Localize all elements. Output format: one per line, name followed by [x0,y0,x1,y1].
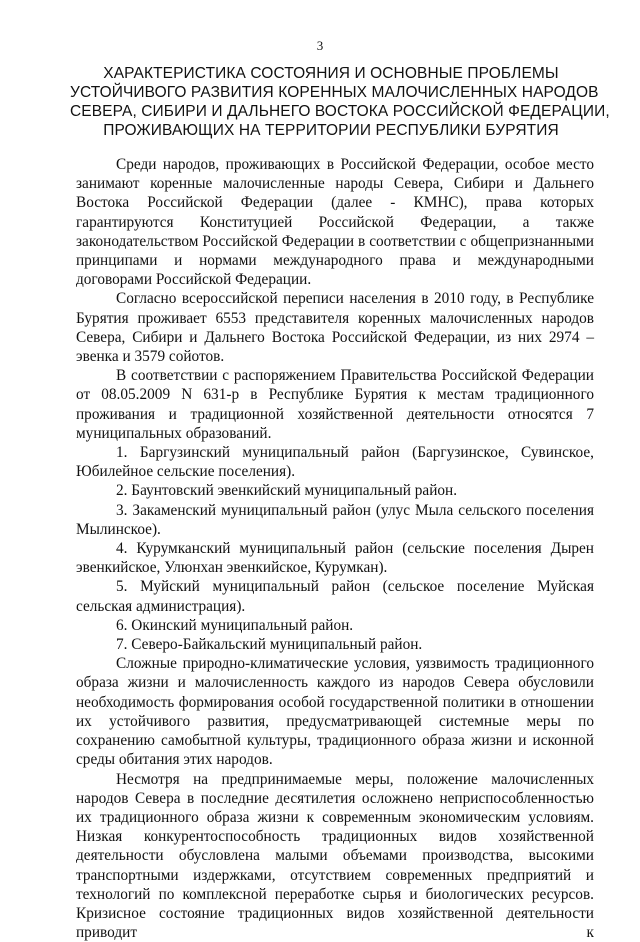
list-item-bauntovsky: 2. Баунтовский эвенкийский муниципальный район. [76,481,594,500]
title-line: СЕВЕРА, СИБИРИ И ДАЛЬНЕГО ВОСТОКА РОССИЙСКОЙ ФЕДЕРАЦИИ, [70,102,592,121]
list-item-severo-baykalsky: 7. Северо-Байкальский муниципальный район. [76,635,594,654]
list-item-okinsky: 6. Окинский муниципальный район. [76,616,594,635]
page-number: 3 [0,38,640,54]
title-line: ПРОЖИВАЮЩИХ НА ТЕРРИТОРИИ РЕСПУБЛИКИ БУРЯТИЯ [70,121,592,140]
document-body [76,155,594,942]
title-line: УСТОЙЧИВОГО РАЗВИТИЯ КОРЕННЫХ МАЛОЧИСЛЕННЫХ НАРОДОВ [70,83,592,102]
list-item-kurumkansky: 4. Курумканский муниципальный район (сельские поселения Дырен эвенкийское, Улюнхан эвенкийское, Курумкан). [76,539,594,577]
list-item-muysky: 5. Муйский муниципальный район (сельское поселение Муйская сельская администрация). [76,577,594,615]
list-item-zakamensky: 3. Закаменский муниципальный район (улус Мыла сельского поселения Мылинское). [76,501,594,539]
paragraph-situation: Несмотря на предпринимаемые меры, положение малочисленных народов Севера в последние десятилетия осложнено неприспособленностью их традиционного образа жизни к современным экономическим условиям. Низкая конкурентоспособность традиционных видов хозяйственной деятельности обусловлена малыми объемами производства, высокими транспортными издержками, отсутствием современных предприятий и технологий по комплексной переработке сырья и биологических ресурсов. Кризисное состояние традиционных видов хозяйственной деятельности приводит к [76,770,594,942]
paragraph-regulation: В соответствии с распоряжением Правительства Российской Федерации от 08.05.2009 N 631-р в Республике Бурятия к местам традиционного проживания и традиционной хозяйственной деятельности относятся 7 муниципальных образований. [76,366,594,443]
paragraph-intro: Среди народов, проживающих в Российской Федерации, особое место занимают коренные малочисленные народы Севера, Сибири и Дальнего Востока Российской Федерации (далее - КМНС), права которых гарантируются Конституцией Российской Федерации, а также законодательством Российской Федерации в соответствии с общепризнанными принципами и нормами международного права и международными договорами Российской Федерации. [76,155,594,289]
list-item-barguzinsky: 1. Баргузинский муниципальный район (Баргузинское, Сувинское, Юбилейное сельские поселения). [76,443,594,481]
title-line: ХАРАКТЕРИСТИКА СОСТОЯНИЯ И ОСНОВНЫЕ ПРОБЛЕМЫ [70,64,592,83]
paragraph-census: Согласно всероссийской переписи населения в 2010 году, в Республике Бурятия проживает 6553 представителя коренных малочисленных народов Севера, Сибири и Дальнего Востока Российской Федерации, из них 2974 – эвенка и 3579 сойотов. [76,289,594,366]
paragraph-climate: Сложные природно-климатические условия, уязвимость традиционного образа жизни и малочисленность каждого из народов Севера обусловили необходимость формирования особой государственной политики в отношении их устойчивого развития, предусматривающей системные меры по сохранению самобытной культуры, традиционного образа жизни и исконной среды обитания этих народов. [76,654,594,769]
document-title [70,64,592,140]
